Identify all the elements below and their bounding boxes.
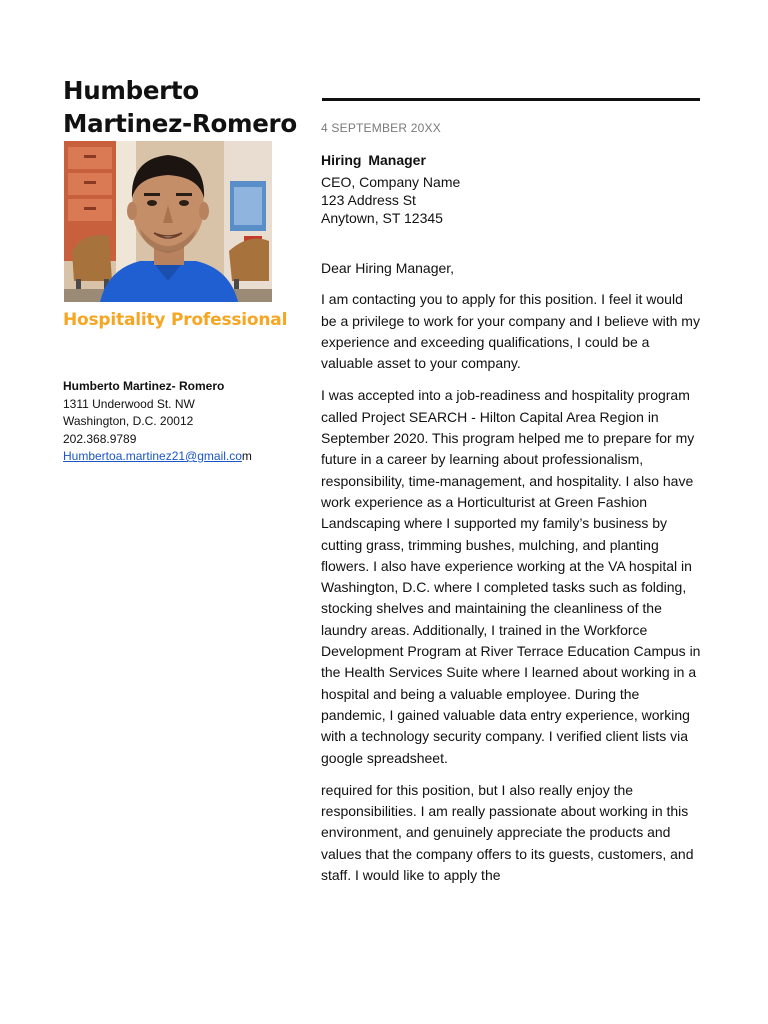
letter-paragraph-2: I was accepted into a job-readiness and hospitality program called Project SEARCH - Hilton Capital Area Region in September 2020. This program helped me to prepare for my future in a career by learning about professionalism, responsibility, time-management, and hospitality. I also have work experience as a Horticulturist at Green Fashion Landscaping where I supported my family’s business by cutting grass, trimming bushes, mulching, and planting flowers. I also have experience working at the VA hospital in Washington, D.C. where I completed tasks such as folding, stocking shelves and maintaining the cleanliness of the laundry areas. Additionally, I trained in the Workforce Development Program at River Terrace Education Campus in the Health Services Suite where I learned about working in a hospital and being a valuable employee. During the pandemic, I gained valuable data entry experience, working with a technology security company. I verified client lists via google spreadsheet.	[321, 387, 701, 766]
applicant-name-line2: Martinez-Romero	[63, 109, 297, 138]
applicant-photo	[64, 141, 272, 302]
header-divider	[322, 98, 700, 101]
job-title: Hospitality Professional	[63, 310, 288, 330]
contact-phone: 202.368.9789	[63, 431, 137, 446]
contact-email	[63, 448, 293, 466]
letter-paragraph-3: required for this position, but I also really enjoy the responsibilities. I am really passionate about working in this environment, and genuinely appreciate the products and values that the company offers to its guests, customers, and staff. I would like to apply the	[321, 781, 694, 884]
recipient-title: CEO, Company Name	[321, 174, 461, 190]
letter-date: 4 SEPTEMBER 20XX	[321, 121, 441, 135]
contact-block	[63, 378, 293, 466]
contact-name: Humberto Martinez- Romero	[63, 379, 225, 393]
recipient-address-line2: Anytown, ST 12345	[321, 210, 443, 226]
letter-body	[321, 258, 701, 897]
recipient-block	[321, 151, 701, 227]
recipient-address-line1: 123 Address St	[321, 192, 416, 208]
email-tail: m	[241, 449, 252, 463]
email-link[interactable]: Humbertoa.martinez21@gmail.co	[63, 449, 242, 463]
contact-address-line1: 1311 Underwood St. NW	[63, 396, 195, 411]
letter-salutation: Dear Hiring Manager,	[321, 260, 455, 276]
letter-paragraph-1: I am contacting you to apply for this position. I feel it would be a privilege to work for your company and I believe with my experience and exceeding qualifications, I could be a valuable asset to your company.	[321, 291, 700, 372]
contact-address-line2: Washington, D.C. 20012	[63, 414, 194, 428]
recipient-name: Hiring Manager	[321, 152, 426, 168]
applicant-name-line1: Humberto	[63, 76, 199, 105]
applicant-name	[63, 74, 303, 140]
